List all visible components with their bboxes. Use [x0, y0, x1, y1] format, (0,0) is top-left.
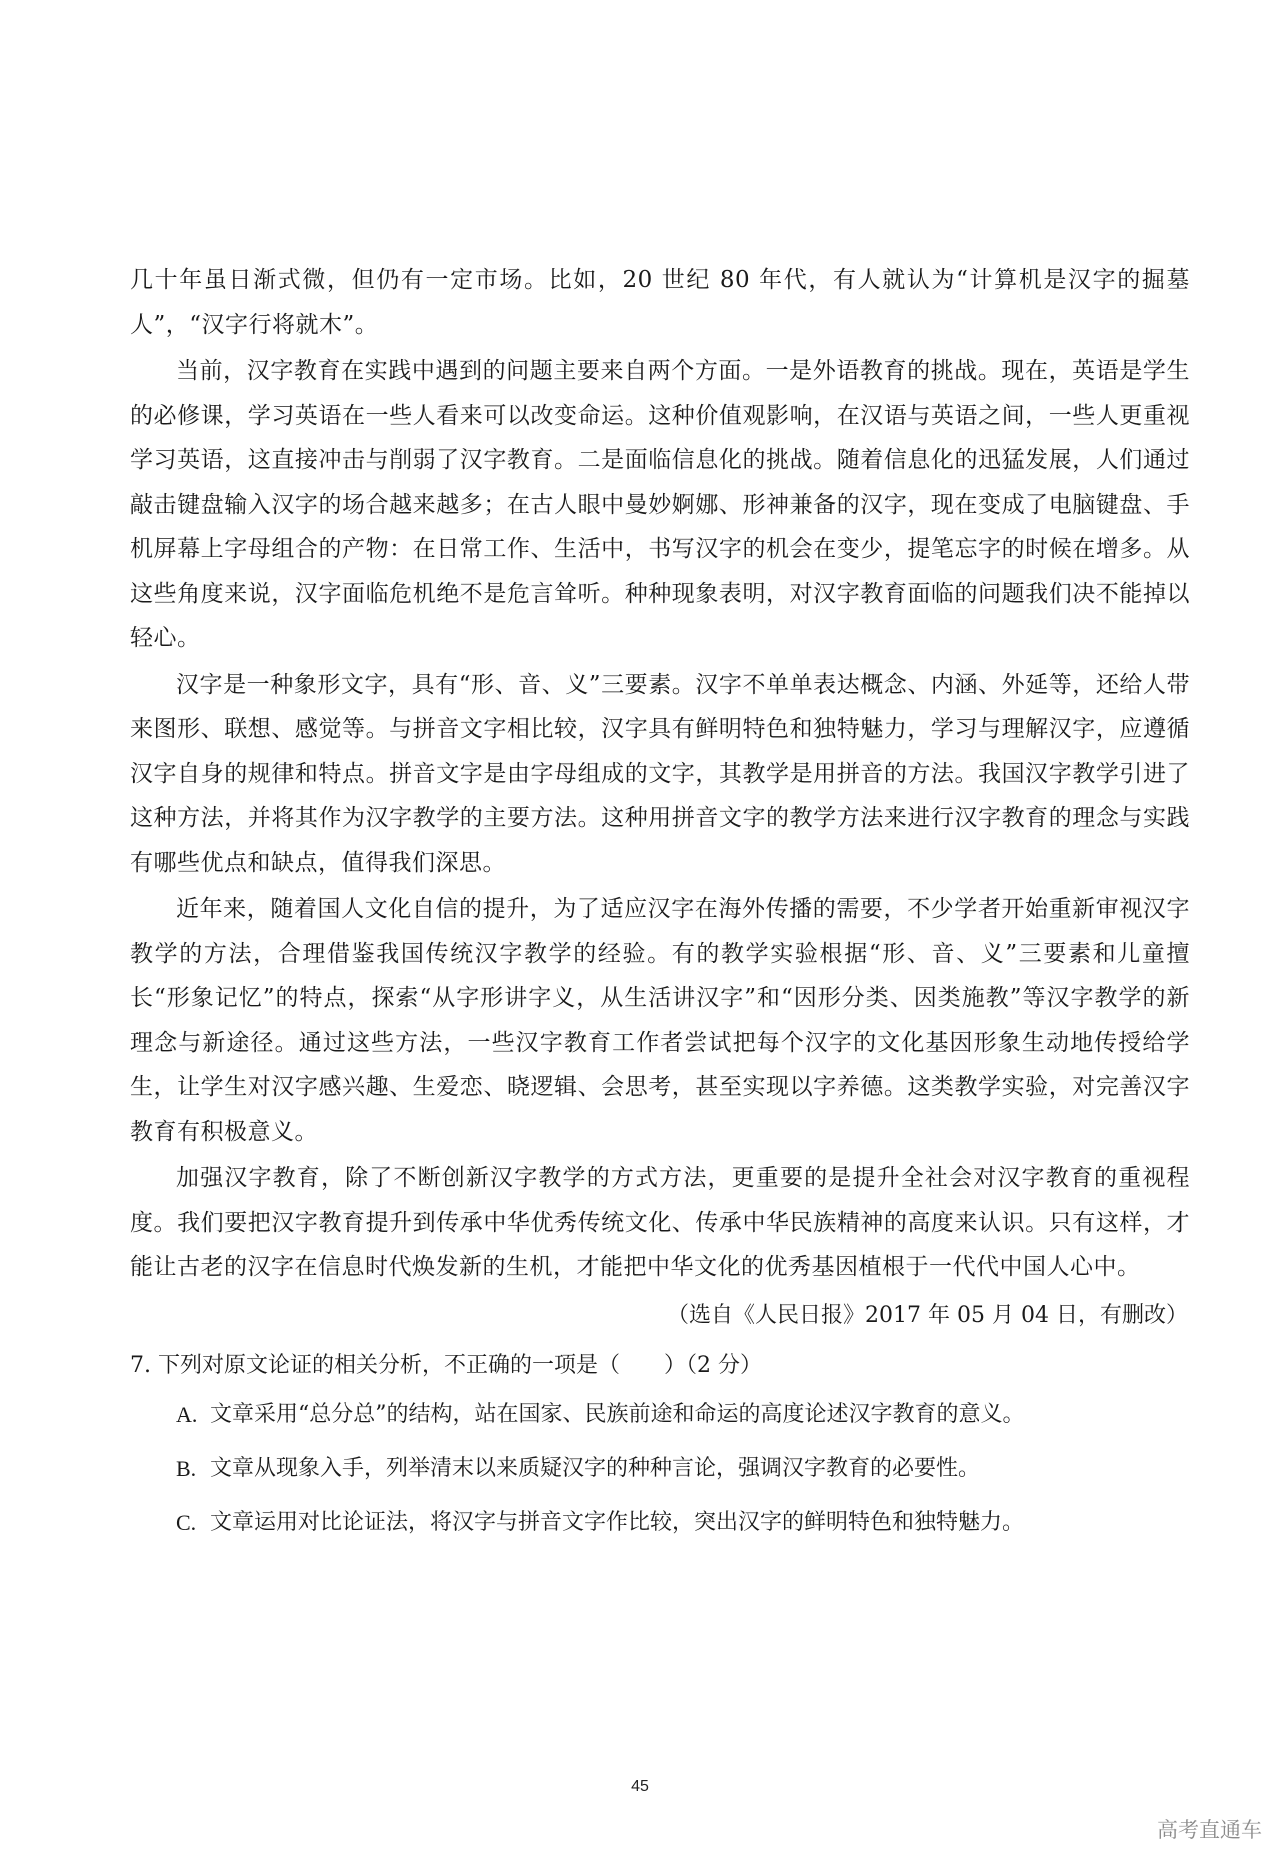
page-number: 45 — [631, 1778, 649, 1795]
watermark-text: 高考直通车 — [1157, 1818, 1262, 1842]
article-body — [130, 258, 1190, 1550]
option-b[interactable] — [130, 1442, 1190, 1496]
option-c[interactable] — [130, 1496, 1190, 1550]
paragraph: 汉字是一种象形文字，具有“形、音、义”三要素。汉字不单单表达概念、内涵、外延等，还给人带来图形、联想、感觉等。与拼音文字相比较，汉字具有鲜明特色和独特魅力，学习与理解汉字，应遵循汉字自身的规律和特点。拼音文字是由字母组成的文字，其教学是用拼音的方法。我国汉字教学引进了这种方法，并将其作为汉字教学的主要方法。这种用拼音文字的教学方法来进行汉字教育的理念与实践有哪些优点和缺点，值得我们深思。 — [130, 671, 1190, 876]
source-citation: （选自《人民日报》2017 年 05 月 04 日，有删改） — [667, 1302, 1188, 1328]
question-stem: 7. 下列对原文论证的相关分析，不正确的一项是（ ）（2 分） — [130, 1352, 762, 1378]
option-letter: A. — [176, 1401, 198, 1427]
paragraph: 近年来，随着国人文化自信的提升，为了适应汉字在海外传播的需要，不少学者开始重新审视汉字教学的方法，合理借鉴我国传统汉字教学的经验。有的教学实验根据“形、音、义”三要素和儿童擅长“形象记忆”的特点，探索“从字形讲字义，从生活讲汉字”和“因形分类、因类施教”等汉字教学的新理念与新途径。通过这些方法，一些汉字教育工作者尝试把每个汉字的文化基因形象生动地传授给学生，让学生对汉字感兴趣、生爱恋、晓逻辑、会思考，甚至实现以字养德。这类教学实验，对完善汉字教育有积极意义。 — [130, 896, 1190, 1145]
paragraph: 当前，汉字教育在实践中遇到的问题主要来自两个方面。一是外语教育的挑战。现在，英语是学生的必修课，学习英语在一些人看来可以改变命运。这种价值观影响，在汉语与英语之间，一些人更重视学习英语，这直接冲击与削弱了汉字教育。二是面临信息化的挑战。随着信息化的迅猛发展，人们通过敲击键盘输入汉字的场合越来越多；在古人眼中曼妙婀娜、形神兼备的汉字，现在变成了电脑键盘、手机屏幕上字母组合的产物：在日常工作、生活中，书写汉字的机会在变少，提笔忘字的时候在增多。从这些角度来说，汉字面临危机绝不是危言耸听。种种现象表明，对汉字教育面临的问题我们决不能掉以轻心。 — [130, 358, 1190, 651]
option-text: 文章采用“总分总”的结构，站在国家、民族前途和命运的高度论述汉字教育的意义。 — [210, 1401, 1025, 1427]
option-a[interactable] — [130, 1388, 1190, 1442]
paragraph-continuation: 几十年虽日渐式微，但仍有一定市场。比如，20 世纪 80 年代，有人就认为“计算机是汉字的掘墓人”，“汉字行将就木”。 — [130, 267, 1190, 338]
option-text: 文章运用对比论证法，将汉字与拼音文字作比较，突出汉字的鲜明特色和独特魅力。 — [210, 1509, 1025, 1535]
option-letter: B. — [176, 1455, 197, 1481]
answer-options — [130, 1388, 1190, 1550]
option-letter: C. — [176, 1509, 197, 1535]
option-text: 文章从现象入手，列举清末以来质疑汉字的种种言论，强调汉字教育的必要性。 — [210, 1455, 981, 1481]
paragraph: 加强汉字教育，除了不断创新汉字教学的方式方法，更重要的是提升全社会对汉字教育的重视程度。我们要把汉字教育提升到传承中华优秀传统文化、传承中华民族精神的高度来认识。只有这样，才能让古老的汉字在信息时代焕发新的生机，才能把中华文化的优秀基因植根于一代代中国人心中。 — [130, 1165, 1190, 1280]
